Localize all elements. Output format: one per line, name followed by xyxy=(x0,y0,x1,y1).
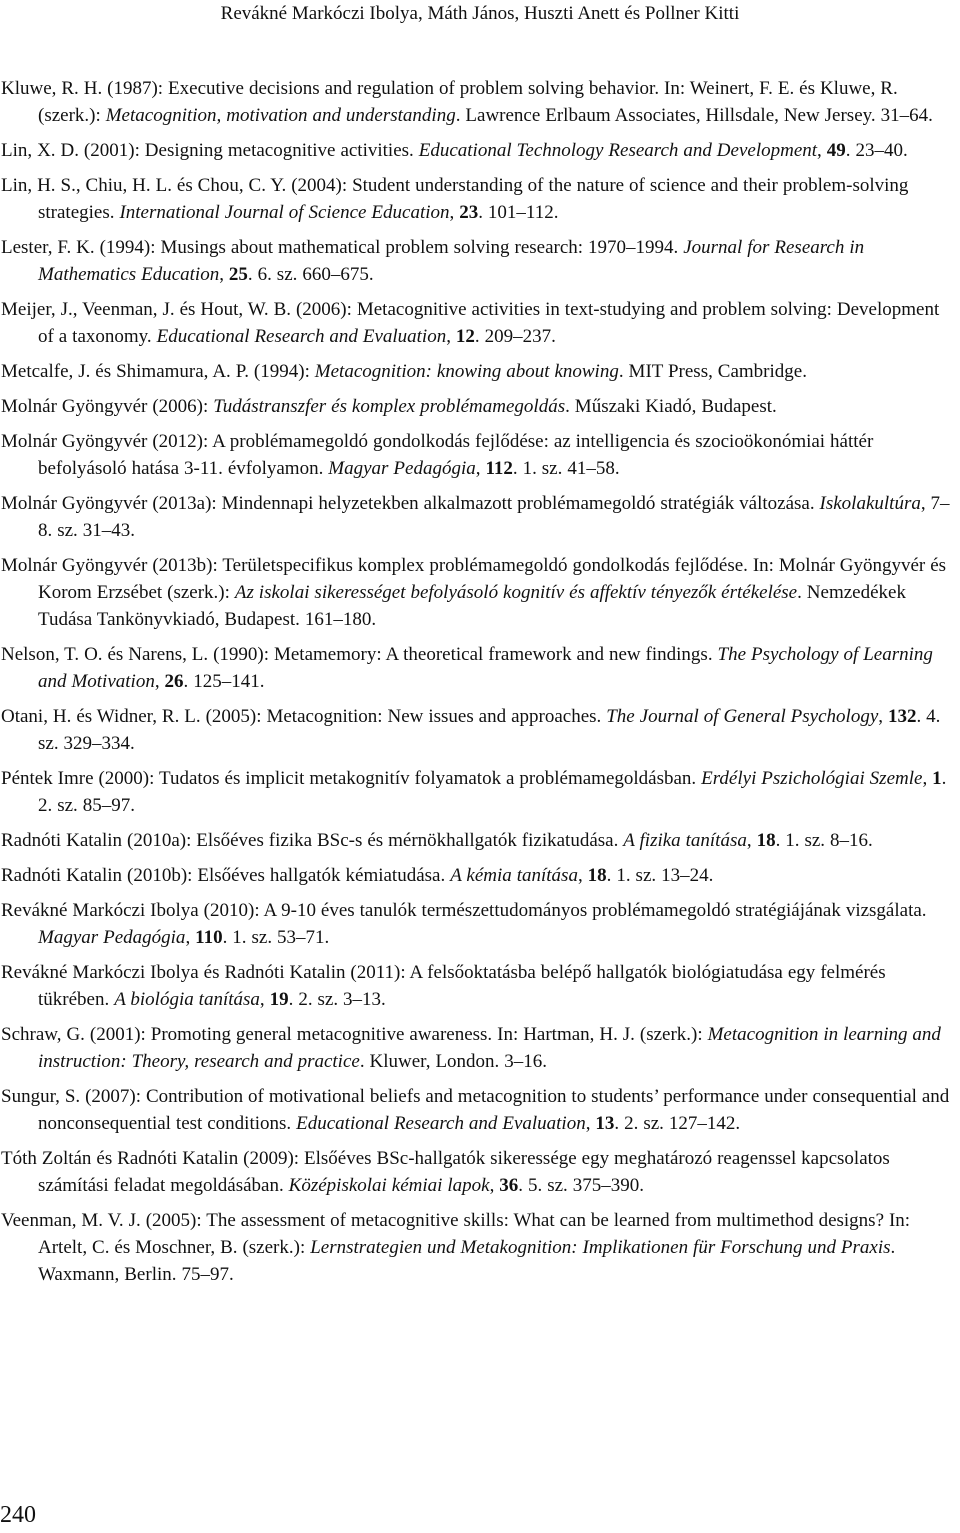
reference-text: . Lawrence Erlbaum Associates, Hillsdale, New Jersey. 31–64. xyxy=(455,105,933,126)
reference-text: Veenman, M. V. J. (2005): The assessment of metacognitive skills: What can be learned from multimethod designs? In: Artelt, C. és Moschner, B. (szerk.): xyxy=(1,1210,911,1258)
reference-entry xyxy=(1,393,957,420)
reference-text: Revákné Markóczi Ibolya és Radnóti Katalin (2011): A felsőoktatásba belépő hallgatók biológiatudása egy felmérés tükrében. xyxy=(1,962,886,1010)
reference-text: Radnóti Katalin (2010b): Elsőéves hallgatók kémiatudása. xyxy=(1,865,451,886)
reference-entry xyxy=(1,137,957,164)
reference-text: , xyxy=(449,202,460,223)
reference-text: . 125–141. xyxy=(183,671,265,692)
reference-entry xyxy=(1,234,957,288)
reference-text: . 5. sz. 375–390. xyxy=(518,1175,644,1196)
reference-title: Lernstrategien und Metakognition: Implikationen für Forschung und Praxis xyxy=(310,1237,891,1258)
reference-text: . Waxmann, Berlin. 75–97. xyxy=(38,1237,896,1285)
reference-text: . Nemzedékek Tudása Tankönyvkiadó, Budapest. 161–180. xyxy=(38,582,906,630)
reference-list xyxy=(1,75,957,1296)
reference-entry xyxy=(1,765,957,819)
reference-volume: 110 xyxy=(195,927,223,948)
reference-title: A kémia tanítása xyxy=(450,865,578,886)
reference-title: Metacognition in learning and instruction: Theory, research and practice xyxy=(38,1024,941,1072)
reference-text: , xyxy=(817,140,827,161)
reference-entry xyxy=(1,428,957,482)
reference-entry xyxy=(1,358,957,385)
reference-text: Lin, H. S., Chiu, H. L. és Chou, C. Y. (2004): Student understanding of the nature of science and their problem-solving strategies. xyxy=(1,175,909,223)
reference-entry xyxy=(1,1083,957,1137)
reference-text: . 2. sz. 127–142. xyxy=(614,1113,741,1134)
reference-title: Magyar Pedagógia xyxy=(328,458,476,479)
reference-text: . 1. sz. 8–16. xyxy=(775,830,873,851)
reference-entry xyxy=(1,552,957,633)
reference-text: . Műszaki Kiadó, Budapest. xyxy=(565,396,777,417)
reference-title: International Journal of Science Education xyxy=(119,202,450,223)
reference-text: . 2. sz. 85–97. xyxy=(38,768,947,816)
reference-text: Molnár Gyöngyvér (2012): A problémamegoldó gondolkodás fejlődése: az intelligencia és szocioökonómiai háttér befolyásoló hatása 3-11. évfolyamon. xyxy=(1,431,874,479)
reference-volume: 112 xyxy=(485,458,513,479)
reference-text: Molnár Gyöngyvér (2013b): Területspecifikus komplex problémamegoldó gondolkodás fejlődése. In: Molnár Gyöngyvér és Korom Erzsébet (szerk.): xyxy=(1,555,947,603)
reference-entry xyxy=(1,172,957,226)
reference-text: . 6. sz. 660–675. xyxy=(247,264,374,285)
reference-title: Iskolakultúra xyxy=(819,493,921,514)
reference-text: . 209–237. xyxy=(474,326,556,347)
reference-text: Molnár Gyöngyvér (2013a): Mindennapi helyzetekben alkalmazott problémamegoldó stratégiák változása. xyxy=(1,493,820,514)
reference-entry xyxy=(1,75,957,129)
reference-entry xyxy=(1,641,957,695)
reference-text: Lester, F. K. (1994): Musings about mathematical problem solving research: 1970–1994. xyxy=(1,237,684,258)
reference-text: , xyxy=(154,671,165,692)
reference-volume: 26 xyxy=(164,671,184,692)
reference-text: Péntek Imre (2000): Tudatos és implicit metakognitív folyamatok a problémamegoldásban. xyxy=(1,768,702,789)
reference-text: . 2. sz. 3–13. xyxy=(288,989,386,1010)
reference-entry xyxy=(1,490,957,544)
reference-text: , xyxy=(219,264,229,285)
reference-volume: 18 xyxy=(756,830,776,851)
reference-text: Schraw, G. (2001): Promoting general metacognitive awareness. In: Hartman, H. J. (szerk.): xyxy=(1,1024,708,1045)
reference-title: Metacognition: knowing about knowing xyxy=(314,361,619,382)
reference-text: , xyxy=(577,865,588,886)
reference-title: A biológia tanítása xyxy=(114,989,260,1010)
reference-text: Tóth Zoltán és Radnóti Katalin (2009): Elsőéves BSc-hallgatók sikeressége egy meghatározó reagenssel kapcsolatos számítási feladat megoldásában. xyxy=(1,1148,890,1196)
reference-title: Erdélyi Pszichológiai Szemle xyxy=(701,768,923,789)
reference-entry xyxy=(1,1207,957,1288)
reference-volume: 19 xyxy=(269,989,289,1010)
reference-entry xyxy=(1,959,957,1013)
reference-volume: 36 xyxy=(499,1175,519,1196)
reference-text: , xyxy=(878,706,888,727)
reference-text: . Kluwer, London. 3–16. xyxy=(359,1051,548,1072)
reference-entry xyxy=(1,703,957,757)
reference-text: , xyxy=(746,830,757,851)
reference-title: Educational Technology Research and Development xyxy=(418,140,818,161)
reference-text: . 1. sz. 13–24. xyxy=(606,865,714,886)
reference-volume: 132 xyxy=(887,706,917,727)
reference-text: , xyxy=(185,927,196,948)
running-head: Revákné Markóczi Ibolya, Máth János, Huszti Anett és Pollner Kitti xyxy=(220,3,740,24)
reference-text: . 23–40. xyxy=(845,140,908,161)
reference-text: Revákné Markóczi Ibolya (2010): A 9-10 éves tanulók természettudományos problémamegoldó stratégiájának vizsgálata. xyxy=(1,900,927,921)
reference-volume: 12 xyxy=(455,326,475,347)
reference-text: Metcalfe, J. és Shimamura, A. P. (1994): xyxy=(1,361,315,382)
reference-text: Otani, H. és Widner, R. L. (2005): Metacognition: New issues and approaches. xyxy=(1,706,607,727)
reference-text: , xyxy=(922,768,933,789)
reference-entry xyxy=(1,1021,957,1075)
reference-text: , xyxy=(446,326,456,347)
reference-text: . 1. sz. 53–71. xyxy=(222,927,330,948)
reference-volume: 1 xyxy=(932,768,942,789)
reference-text: , 7–8. sz. 31–43. xyxy=(38,493,950,541)
reference-volume: 23 xyxy=(459,202,479,223)
reference-text: Kluwe, R. H. (1987): Executive decisions and regulation of problem solving behavior. In: Weinert, F. E. és Kluwe, R. (szerk.): xyxy=(1,78,898,126)
reference-text: . 101–112. xyxy=(478,202,559,223)
reference-title: Educational Research and Evaluation xyxy=(156,326,447,347)
reference-title: Az iskolai sikerességet befolyásoló kognitív és affektív tényezők értékelése xyxy=(234,582,798,603)
reference-volume: 18 xyxy=(587,865,607,886)
reference-text: , xyxy=(585,1113,596,1134)
reference-text: Meijer, J., Veenman, J. és Hout, W. B. (2006): Metacognitive activities in text-studying and problem solving: Development of a taxonomy. xyxy=(1,299,940,347)
reference-title: Journal for Research in Mathematics Education xyxy=(38,237,865,285)
reference-text: , xyxy=(259,989,270,1010)
reference-entry xyxy=(1,827,957,854)
reference-text: . 1. sz. 41–58. xyxy=(512,458,620,479)
reference-title: The Psychology of Learning and Motivation xyxy=(38,644,933,692)
reference-text: , xyxy=(475,458,486,479)
reference-text: . 4. sz. 329–334. xyxy=(38,706,941,754)
reference-volume: 49 xyxy=(826,140,846,161)
reference-title: The Journal of General Psychology xyxy=(606,706,879,727)
reference-title: Educational Research and Evaluation xyxy=(296,1113,586,1134)
page-number: 240 xyxy=(0,1502,36,1528)
reference-title: Magyar Pedagógia xyxy=(38,927,186,948)
reference-text: Lin, X. D. (2001): Designing metacognitive activities. xyxy=(1,140,419,161)
reference-entry xyxy=(1,296,957,350)
reference-title: Tudástranszfer és komplex problémamegoldás xyxy=(213,396,566,417)
reference-text: Molnár Gyöngyvér (2006): xyxy=(1,396,214,417)
reference-title: Középiskolai kémiai lapok xyxy=(288,1175,490,1196)
reference-text: Nelson, T. O. és Narens, L. (1990): Metamemory: A theoretical framework and new findings. xyxy=(1,644,718,665)
reference-text: , xyxy=(489,1175,500,1196)
reference-text: . MIT Press, Cambridge. xyxy=(618,361,807,382)
reference-volume: 13 xyxy=(595,1113,615,1134)
reference-title: A fizika tanítása xyxy=(623,830,747,851)
reference-title: Metacognition, motivation and understanding xyxy=(105,105,456,126)
reference-entry xyxy=(1,1145,957,1199)
reference-entry xyxy=(1,862,957,889)
reference-text: Radnóti Katalin (2010a): Elsőéves fizika BSc-s és mérnökhallgatók fizikatudása. xyxy=(1,830,624,851)
reference-volume: 25 xyxy=(228,264,248,285)
reference-entry xyxy=(1,897,957,951)
reference-text: Sungur, S. (2007): Contribution of motivational beliefs and metacognition to students’ performance under consequential and nonconsequential test conditions. xyxy=(1,1086,950,1134)
